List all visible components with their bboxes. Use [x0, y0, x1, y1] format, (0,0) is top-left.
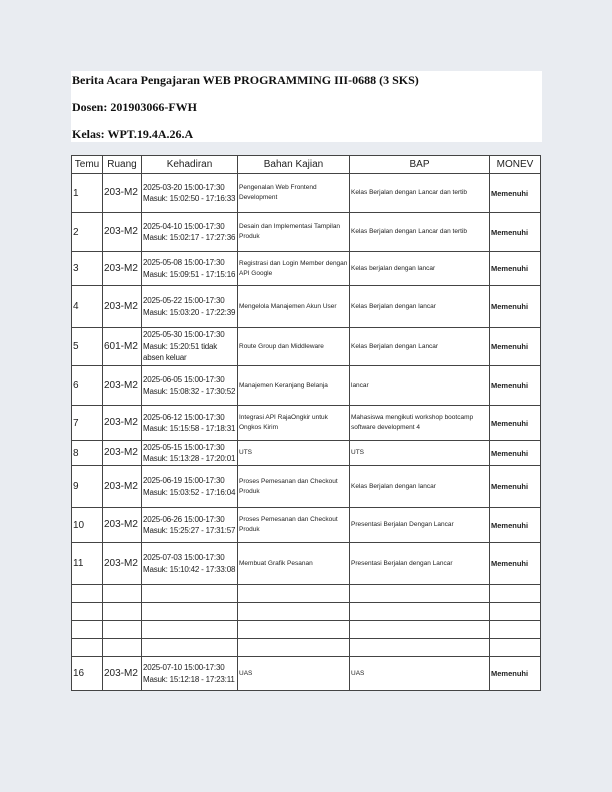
room-cell: 203-M2	[103, 657, 142, 691]
meeting-number: 8	[72, 441, 103, 466]
bap-cell: Presentasi Berjalan Dengan Lancar	[350, 508, 490, 543]
table-row	[72, 508, 541, 543]
meeting-number: 4	[72, 286, 103, 328]
meeting-number: 9	[72, 466, 103, 508]
bap-cell: Kelas Berjalan dengan Lancar dan tertib	[350, 213, 490, 252]
room-cell: 203-M2	[103, 441, 142, 466]
topic-cell	[238, 639, 350, 657]
meeting-number: 1	[72, 174, 103, 213]
table-row	[72, 441, 541, 466]
bap-cell	[350, 585, 490, 603]
bap-cell	[350, 603, 490, 621]
topic-cell: Proses Pemesanan dan Checkout Produk	[238, 508, 350, 543]
topic-cell: Manajemen Keranjang Belanja	[238, 366, 350, 406]
schedule-time: 2025-06-26 15:00-17:30	[143, 514, 225, 524]
check-in-time: Masuk: 15:08:32 - 17:30:52	[143, 386, 236, 396]
bap-cell: Kelas Berjalan dengan lancar	[350, 286, 490, 328]
room-cell: 203-M2	[103, 174, 142, 213]
monev-status: Memenuhi	[490, 543, 541, 585]
attendance-cell	[142, 174, 238, 213]
topic-cell: Integrasi API RajaOngkir untuk Ongkos Kirim	[238, 406, 350, 441]
schedule-time: 2025-05-08 15:00-17:30	[143, 258, 225, 267]
bap-cell: Kelas Berjalan dengan Lancar dan tertib	[350, 174, 490, 213]
topic-cell: Registrasi dan Login Member dengan API Google	[238, 252, 350, 286]
bap-cell: UTS	[350, 441, 490, 466]
check-in-time: Masuk: 15:03:52 - 17:16:04	[143, 487, 236, 497]
meeting-number: 6	[72, 366, 103, 406]
topic-cell	[238, 603, 350, 621]
table-row	[72, 639, 541, 657]
check-in-time: Masuk: 15:10:42 - 17:33:08	[143, 564, 236, 574]
table-row	[72, 252, 541, 286]
bap-cell	[350, 621, 490, 639]
bap-cell: UAS	[350, 657, 490, 691]
lecturer-info: Dosen: 201903066-FWH	[72, 100, 197, 114]
room-cell: 601-M2	[103, 328, 142, 366]
column-header-monev: MONEV	[490, 156, 541, 174]
room-cell: 203-M2	[103, 406, 142, 441]
meeting-number	[72, 603, 103, 621]
meeting-number	[72, 621, 103, 639]
schedule-time: 2025-04-10 15:00-17:30	[143, 221, 225, 231]
table-row	[72, 585, 541, 603]
monev-status: Memenuhi	[490, 441, 541, 466]
monev-status	[490, 585, 541, 603]
table-row	[72, 328, 541, 366]
table-row	[72, 603, 541, 621]
topic-cell: Desain dan Implementasi Tampilan Produk	[238, 213, 350, 252]
bap-cell: Kelas berjalan dengan lancar	[350, 252, 490, 286]
attendance-cell	[142, 657, 238, 691]
monev-status: Memenuhi	[490, 657, 541, 691]
meeting-number	[72, 585, 103, 603]
room-cell: 203-M2	[103, 466, 142, 508]
monev-status: Memenuhi	[490, 213, 541, 252]
room-cell	[103, 639, 142, 657]
meeting-number: 2	[72, 213, 103, 252]
table-row	[72, 621, 541, 639]
check-in-time: Masuk: 15:13:28 - 17:20:01	[143, 454, 236, 463]
schedule-time: 2025-06-05 15:00-17:30	[143, 375, 225, 384]
meeting-number: 11	[72, 543, 103, 585]
monev-status	[490, 603, 541, 621]
schedule-time: 2025-07-10 15:00-17:30	[143, 663, 225, 672]
monev-status: Memenuhi	[490, 174, 541, 213]
room-cell: 203-M2	[103, 286, 142, 328]
column-header-bahan-kajian: Bahan Kajian	[238, 156, 350, 174]
attendance-cell	[142, 603, 238, 621]
attendance-cell	[142, 639, 238, 657]
column-header-bap: BAP	[350, 156, 490, 174]
table-row	[72, 466, 541, 508]
column-header-kehadiran: Kehadiran	[142, 156, 238, 174]
attendance-cell	[142, 366, 238, 406]
attendance-cell	[142, 585, 238, 603]
monev-status: Memenuhi	[490, 466, 541, 508]
attendance-cell	[142, 508, 238, 543]
bap-cell: Kelas Berjalan dengan Lancar	[350, 328, 490, 366]
monev-status	[490, 639, 541, 657]
attendance-cell	[142, 621, 238, 639]
topic-cell	[238, 585, 350, 603]
column-header-temu: Temu	[72, 156, 103, 174]
meeting-number: 7	[72, 406, 103, 441]
topic-cell: Route Group dan Middleware	[238, 328, 350, 366]
bap-cell	[350, 639, 490, 657]
attendance-table	[71, 155, 541, 691]
room-cell: 203-M2	[103, 252, 142, 286]
attendance-cell	[142, 441, 238, 466]
bap-cell: Mahasiswa mengikuti workshop bootcamp software development 4	[350, 406, 490, 441]
bap-cell: Kelas Berjalan dengan lancar	[350, 466, 490, 508]
meeting-number: 16	[72, 657, 103, 691]
check-in-time: Masuk: 15:25:27 - 17:31:57	[143, 526, 236, 535]
document-header	[71, 71, 542, 142]
attendance-cell	[142, 286, 238, 328]
monev-status: Memenuhi	[490, 252, 541, 286]
attendance-cell	[142, 213, 238, 252]
topic-cell: UTS	[238, 441, 350, 466]
document-title: Berita Acara Pengajaran WEB PROGRAMMING III-0688 (3 SKS)	[72, 73, 419, 87]
monev-status	[490, 621, 541, 639]
topic-cell: Membuat Grafik Pesanan	[238, 543, 350, 585]
meeting-number	[72, 639, 103, 657]
topic-cell	[238, 621, 350, 639]
attendance-cell	[142, 466, 238, 508]
check-in-time: Masuk: 15:02:50 - 17:16:33	[143, 194, 236, 203]
room-cell	[103, 621, 142, 639]
meeting-number: 5	[72, 328, 103, 366]
schedule-time: 2025-05-30 15:00-17:30	[143, 330, 225, 340]
check-in-time: Masuk: 15:09:51 - 17:15:16	[143, 269, 236, 279]
room-cell: 203-M2	[103, 508, 142, 543]
attendance-cell	[142, 406, 238, 441]
schedule-time: 2025-06-19 15:00-17:30	[143, 476, 225, 485]
schedule-time: 2025-07-03 15:00-17:30	[143, 553, 225, 562]
schedule-time: 2025-06-12 15:00-17:30	[143, 412, 225, 422]
table-row	[72, 174, 541, 213]
room-cell	[103, 603, 142, 621]
monev-status: Memenuhi	[490, 406, 541, 441]
room-cell: 203-M2	[103, 366, 142, 406]
table-row	[72, 286, 541, 328]
column-header-ruang: Ruang	[103, 156, 142, 174]
schedule-time: 2025-05-15 15:00-17:30	[143, 442, 225, 452]
check-in-time: Masuk: 15:20:51 tidak absen keluar	[143, 341, 218, 363]
table-row	[72, 657, 541, 691]
table-row	[72, 543, 541, 585]
table-row	[72, 213, 541, 252]
monev-status: Memenuhi	[490, 508, 541, 543]
check-in-time: Masuk: 15:02:17 - 17:27:36	[143, 233, 236, 242]
attendance-cell	[142, 252, 238, 286]
topic-cell: UAS	[238, 657, 350, 691]
class-info: Kelas: WPT.19.4A.26.A	[72, 127, 194, 141]
topic-cell: Proses Pemesanan dan Checkout Produk	[238, 466, 350, 508]
table-row	[72, 366, 541, 406]
check-in-time: Masuk: 15:15:58 - 17:18:31	[143, 424, 236, 433]
schedule-time: 2025-03-20 15:00-17:30	[143, 182, 225, 192]
meeting-number: 10	[72, 508, 103, 543]
room-cell	[103, 585, 142, 603]
table-header-row	[72, 156, 541, 174]
bap-cell: lancar	[350, 366, 490, 406]
topic-cell: Pengenalan Web Frontend Development	[238, 174, 350, 213]
table-row	[72, 406, 541, 441]
monev-status: Memenuhi	[490, 366, 541, 406]
room-cell: 203-M2	[103, 213, 142, 252]
schedule-time: 2025-05-22 15:00-17:30	[143, 296, 225, 305]
attendance-cell	[142, 543, 238, 585]
check-in-time: Masuk: 15:03:20 - 17:22:39	[143, 307, 236, 317]
monev-status: Memenuhi	[490, 286, 541, 328]
topic-cell: Mengelola Manajemen Akun User	[238, 286, 350, 328]
bap-cell: Presentasi Berjalan dengan Lancar	[350, 543, 490, 585]
monev-status: Memenuhi	[490, 328, 541, 366]
attendance-cell	[142, 328, 238, 366]
meeting-number: 3	[72, 252, 103, 286]
room-cell: 203-M2	[103, 543, 142, 585]
check-in-time: Masuk: 15:12:18 - 17:23:11	[143, 674, 235, 684]
